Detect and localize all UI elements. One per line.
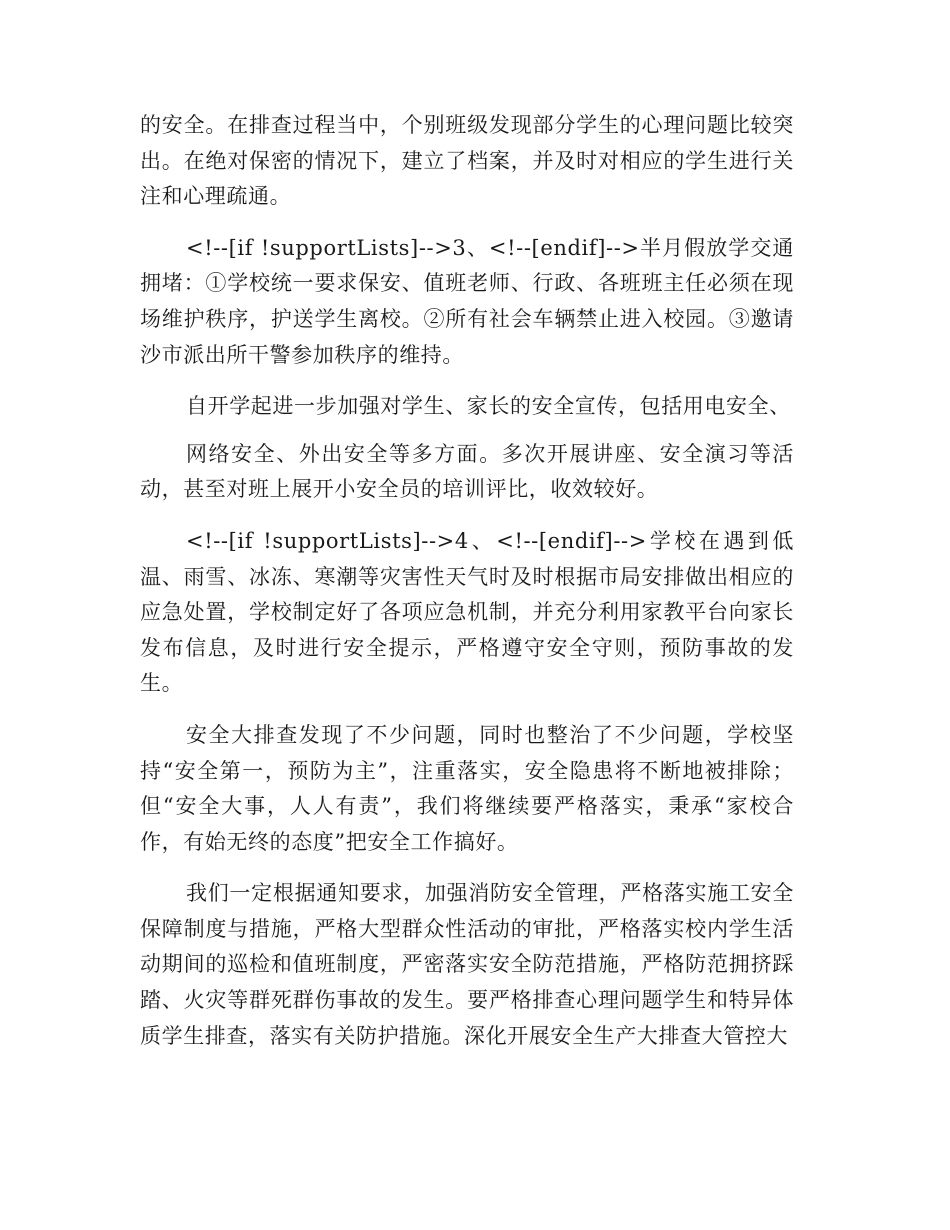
paragraph-summary: 安全大排查发现了不少问题，同时也整治了不少问题，学校坚持“安全第一，预防为主”，注重落实，安全隐患将不断地被排除；但“安全大事，人人有责”，我们将继续要严格落实，秉承“家校合作，有始无终的态度”把安全工作搞好。 xyxy=(140,722,794,854)
paragraph-item-4: <!--[if !supportLists]-->4、<!--[endif]-->学校在遇到低温、雨雪、冰冻、寒潮等灾害性天气时及时根据市局安排做出相应的应急处置，学校制定好了各项应急机制，并充分利用家教平台向家长发布信息，及时进行安全提示，严格遵守安全守则，预防事故的发生。 xyxy=(140,528,794,696)
document-body xyxy=(140,108,794,1070)
paragraph-safety-publicity: 自开学起进一步加强对学生、家长的安全宣传，包括用电安全、 xyxy=(186,394,791,419)
paragraph-item-3: <!--[if !supportLists]-->3、<!--[endif]-->半月假放学交通拥堵：①学校统一要求保安、值班老师、行政、各班班主任必须在现场维护秩序，护送学生离校。②所有社会车辆禁止进入校园。③邀请沙市派出所干警参加秩序的维持。 xyxy=(140,235,794,367)
paragraph-commitment: 我们一定根据通知要求，加强消防安全管理，严格落实施工安全保障制度与措施，严格大型群众性活动的审批，严格落实校内学生活动期间的巡检和值班制度，严密落实安全防范措施，严格防范拥挤踩踏、火灾等群死群伤事故的发生。要严格排查心理问题学生和特异体质学生排查，落实有关防护措施。深化开展安全生产大排查大管控大 xyxy=(140,881,794,1048)
paragraph-safety-publicity-continued: 网络安全、外出安全等多方面。多次开展讲座、安全演习等活动，甚至对班上展开小安全员的培训评比，收效较好。 xyxy=(140,441,794,502)
paragraph-continuation: 的安全。在排查过程当中，个别班级发现部分学生的心理问题比较突出。在绝对保密的情况下，建立了档案，并及时对相应的学生进行关注和心理疏通。 xyxy=(140,113,794,209)
